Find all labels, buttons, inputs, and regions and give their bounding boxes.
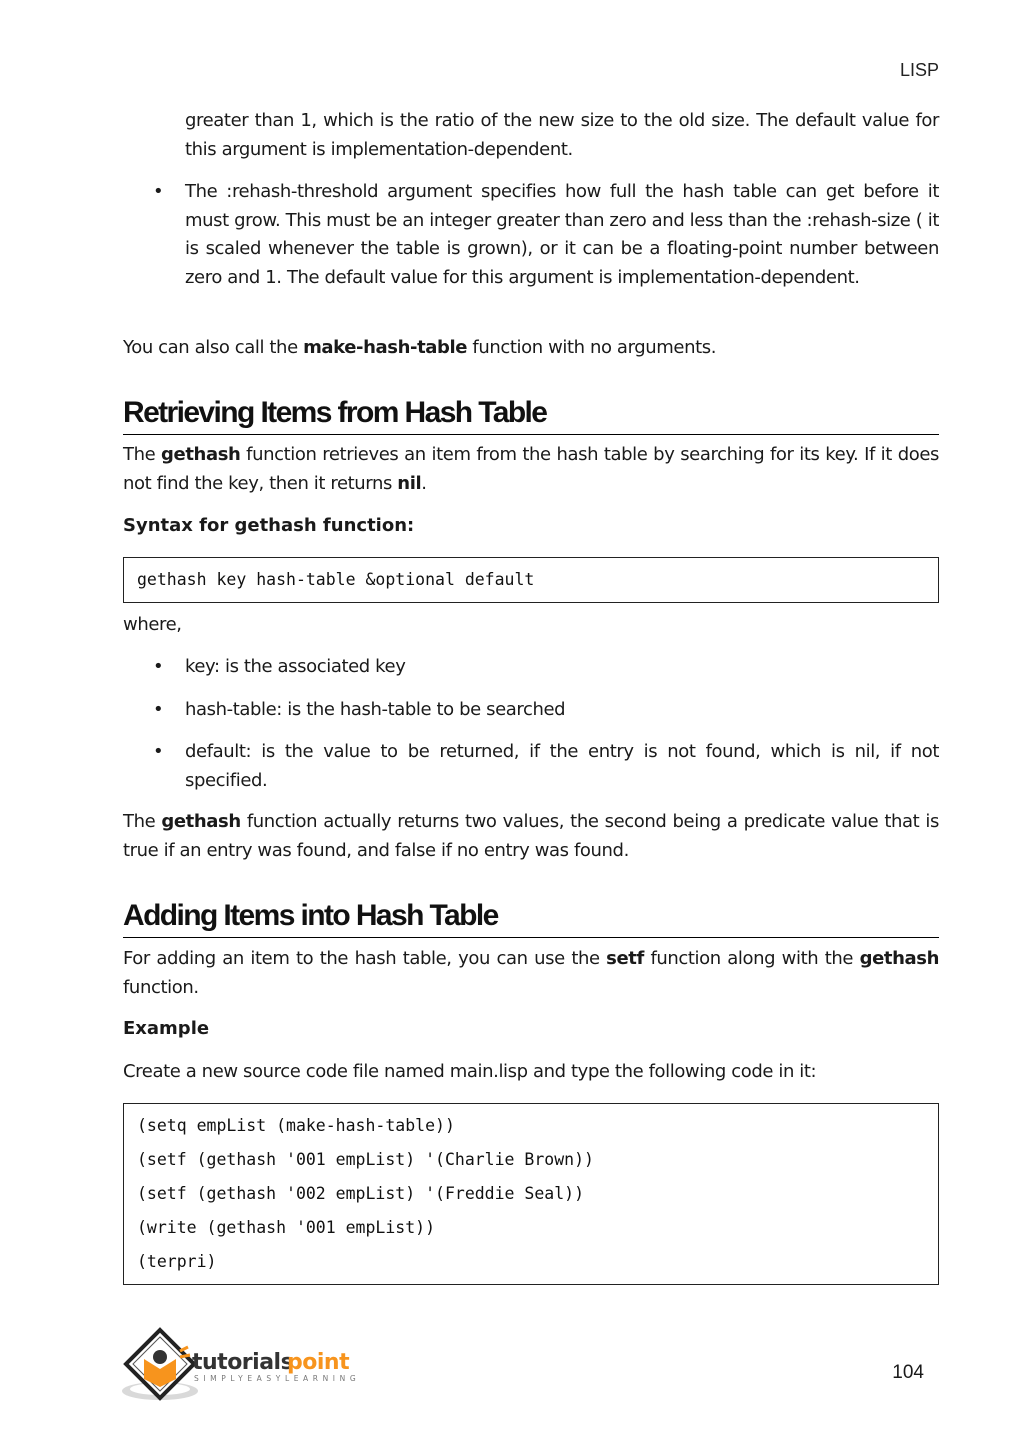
syntax-label: Syntax for gethash function: (123, 515, 415, 536)
gethash-return-paragraph: The gethash function actually returns two values, the second being a predicate value that is true if an entry was found, and false if no entry was found. (123, 811, 939, 861)
running-header: LISP (899, 60, 939, 80)
example-code-block (123, 1103, 939, 1285)
logo-diamond-icon (122, 1327, 372, 1403)
code-line: gethash key hash-table &optional default (137, 570, 535, 589)
bullet-hash-table (123, 696, 939, 725)
section-heading-retrieving: Retrieving Items from Hash Table (123, 394, 939, 435)
bullet-dot: • (153, 699, 164, 720)
bullet-text: key: is the associated key (185, 656, 406, 677)
gethash-intro-paragraph: The gethash function retrieves an item from the hash table by searching for its key. If it does not find the key, then it returns nil. (123, 444, 939, 494)
tutorialspoint-logo (122, 1327, 372, 1403)
bullet-dot: • (153, 181, 164, 202)
bullet-dot: • (153, 656, 164, 677)
code-line: (terpri) (137, 1252, 217, 1271)
syntax-code-block (123, 557, 939, 603)
code-line: (write (gethash '001 empList)) (137, 1218, 436, 1237)
bullet-rehash-threshold (123, 178, 939, 292)
bullet-text: The :rehash-threshold argument specifies how full the hash table can get before it must grow. This must be an integer greater than zero and less than the :rehash-size ( it is scaled whenever the table is grown), or it can be a floating-point number between zero and 1. The default value for this argument is implementation-dependent. (185, 181, 939, 288)
no-args-paragraph: You can also call the make-hash-table function with no arguments. (123, 337, 717, 358)
bullet-default (123, 738, 939, 795)
page-number: 104 (892, 1362, 924, 1383)
setf-paragraph: For adding an item to the hash table, you can use the setf function along with the gethash function. (123, 948, 939, 998)
bullet-text: hash-table: is the hash-table to be searched (185, 699, 566, 720)
code-line: (setf (gethash '001 empList) '(Charlie Brown)) (137, 1150, 594, 1169)
bullet-key (123, 653, 939, 682)
intro-continuation: greater than 1, which is the ratio of the new size to the old size. The default value for this argument is implementation-dependent. (185, 110, 939, 160)
inline-code-make-hash-table: make-hash-table (303, 337, 468, 358)
svg-text:tutorials: tutorials (192, 1350, 294, 1375)
instruction-paragraph: Create a new source code file named main.lisp and type the following code in it: (123, 1061, 817, 1082)
svg-text:point: point (287, 1350, 350, 1375)
svg-text:SIMPLYEASYLEARNING: SIMPLYEASYLEARNING (194, 1374, 361, 1383)
code-line: (setq empList (make-hash-table)) (137, 1116, 455, 1135)
bullet-text: default: is the value to be returned, if the entry is not found, which is nil, if not specified. (185, 741, 939, 791)
section-heading-adding: Adding Items into Hash Table (123, 897, 939, 938)
code-line: (setf (gethash '002 empList) '(Freddie Seal)) (137, 1184, 585, 1203)
example-label: Example (123, 1018, 210, 1039)
where-label: where, (123, 614, 182, 635)
bullet-dot: • (153, 741, 164, 762)
